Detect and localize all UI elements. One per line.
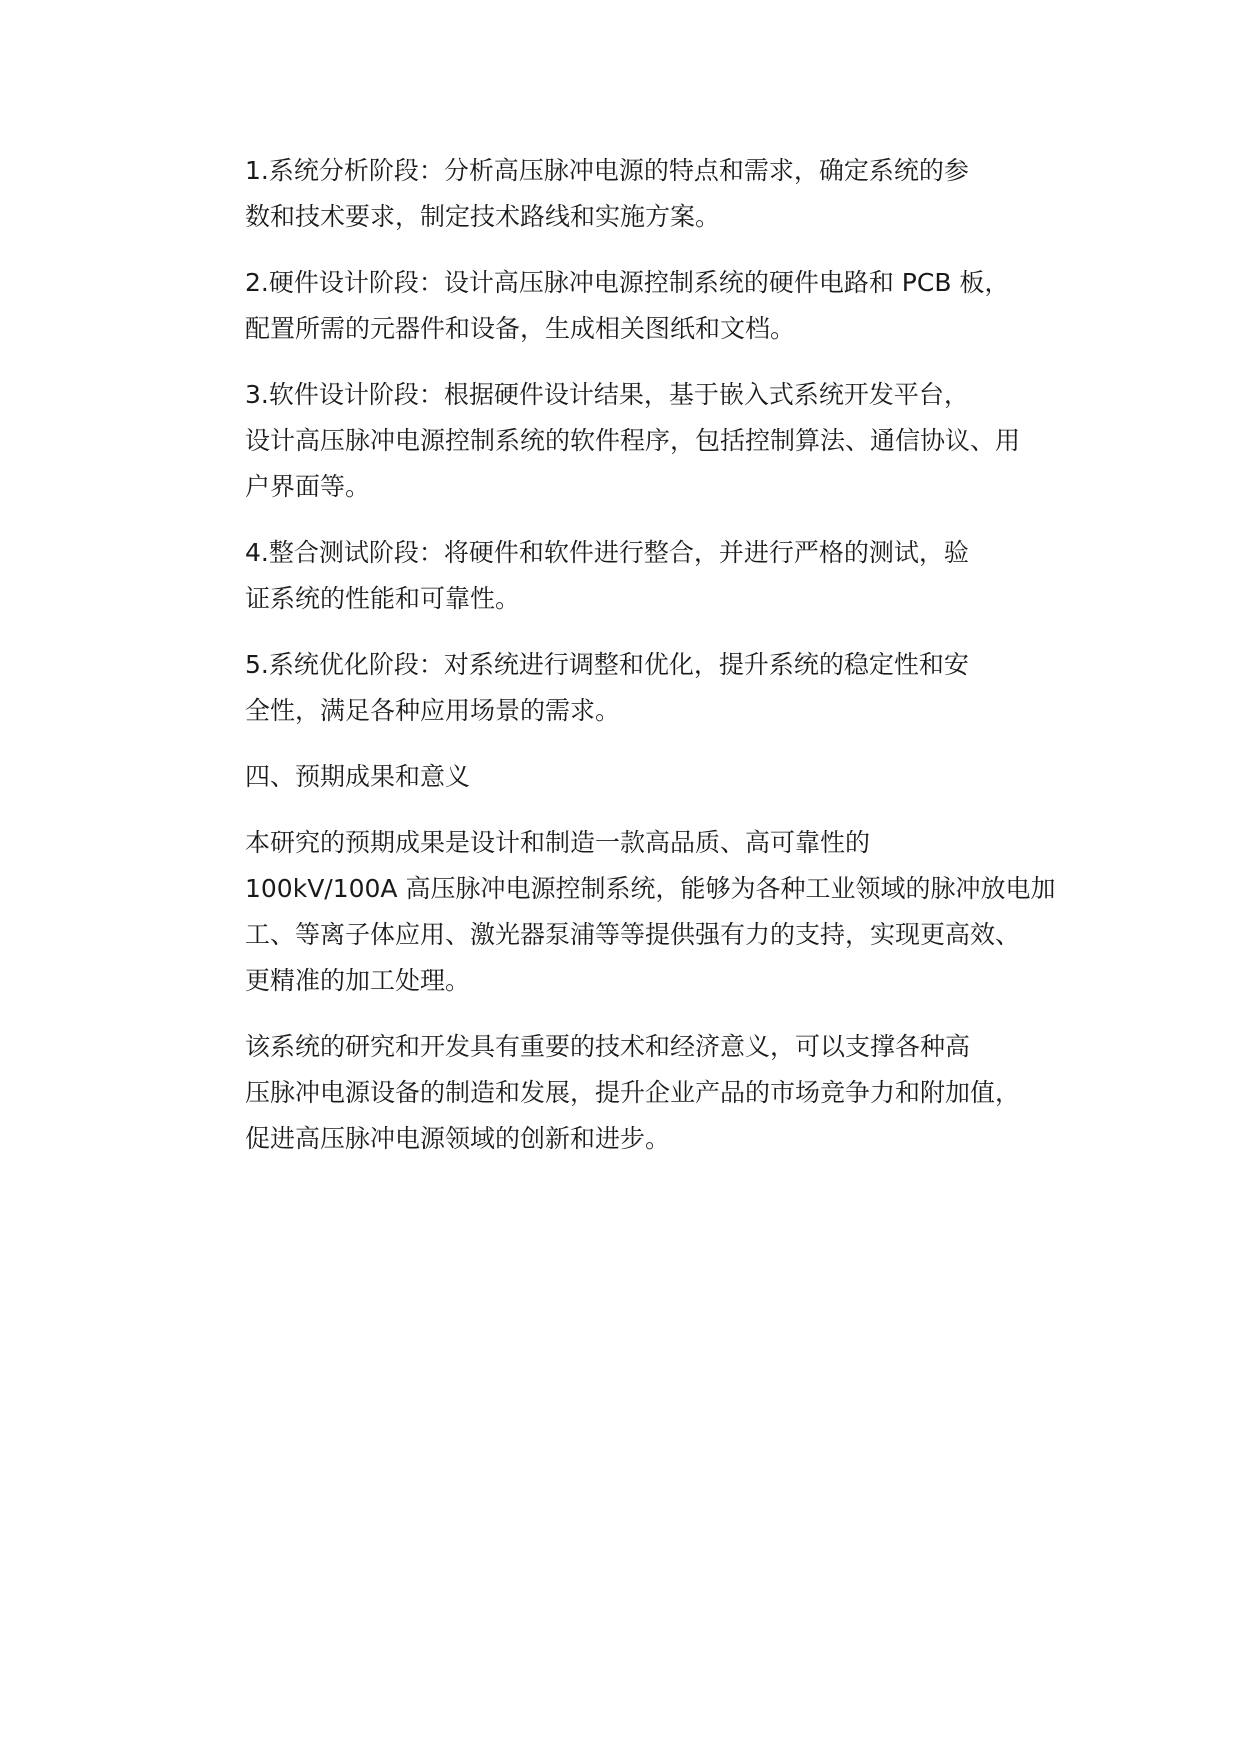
text-line: 4.整合测试阶段：将硬件和软件进行整合，并进行严格的测试，验 [245,538,969,567]
paragraph-integration-testing [187,530,1067,622]
text-line: 100kV/100A 高压脉冲电源控制系统，能够为各种工业领域的脉冲放电加 [245,874,1056,903]
text-line: 压脉冲电源设备的制造和发展，提升企业产品的市场竞争力和附加值， [245,1078,1021,1107]
text-line: 3.软件设计阶段：根据硬件设计结果，基于嵌入式系统开发平台， [245,380,969,409]
heading-text: 四、预期成果和意义 [245,762,471,791]
text-line: 5.系统优化阶段：对系统进行调整和优化，提升系统的稳定性和安 [245,650,969,679]
text-line: 2.硬件设计阶段：设计高压脉冲电源控制系统的硬件电路和 PCB 板， [245,268,1010,297]
paragraph-expected-results [187,820,1067,1004]
text-line: 数和技术要求，制定技术路线和实施方案。 [245,202,721,231]
text-line: 促进高压脉冲电源领域的创新和进步。 [245,1124,671,1153]
text-line: 工、等离子体应用、激光器泵浦等等提供强有力的支持，实现更高效、 [245,920,1021,949]
paragraph-hardware-design [187,260,1067,352]
paragraph-system-optimization [187,642,1067,734]
text-line: 证系统的性能和可靠性。 [245,584,521,613]
section-heading [187,754,1067,800]
text-line: 本研究的预期成果是设计和制造一款高品质、高可靠性的 [245,828,871,857]
document-body [187,148,1067,1182]
text-line: 更精准的加工处理。 [245,966,471,995]
text-line: 配置所需的元器件和设备，生成相关图纸和文档。 [245,314,796,343]
paragraph-significance [187,1024,1067,1162]
paragraph-system-analysis [187,148,1067,240]
text-line: 全性，满足各种应用场景的需求。 [245,696,621,725]
text-line: 1.系统分析阶段：分析高压脉冲电源的特点和需求，确定系统的参 [245,156,969,185]
paragraph-software-design [187,372,1067,510]
text-line: 该系统的研究和开发具有重要的技术和经济意义，可以支撑各种高 [245,1032,971,1061]
text-line: 设计高压脉冲电源控制系统的软件程序，包括控制算法、通信协议、用 [245,426,1021,455]
text-line: 户界面等。 [245,472,371,501]
